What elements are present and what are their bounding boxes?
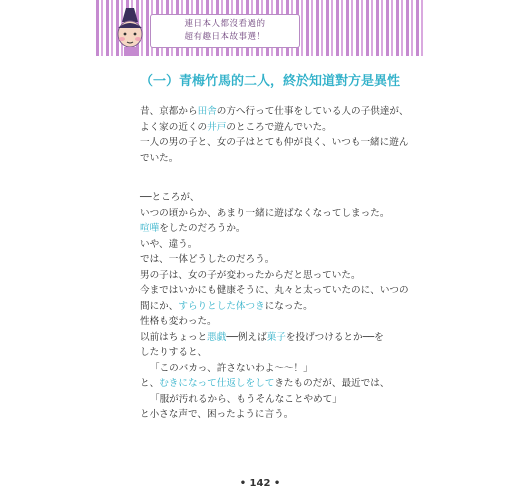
text-segment: いつの頃からか、あまり一緒に遊ばなくなってしまった。 [140, 207, 390, 219]
text-line [140, 330, 420, 346]
text-segment: 性格も変わった。 [140, 316, 217, 327]
text-line [140, 151, 420, 167]
paragraph-gap [140, 166, 420, 190]
text-line [140, 314, 420, 330]
highlighted-vocab: むきになって [159, 378, 217, 389]
highlighted-vocab: 喧嘩 [140, 223, 160, 234]
text-line [140, 345, 420, 361]
text-segment: になった。 [264, 300, 313, 312]
highlighted-vocab: 仕返しをして [216, 378, 275, 389]
text-line [140, 190, 420, 206]
highlighted-vocab: 井戸 [207, 121, 227, 133]
badge-line-2: 超有趣日本故事選！ [184, 32, 266, 42]
text-segment: 「服が汚れるから、もうそんなことやめて」 [150, 393, 342, 405]
text-line [140, 221, 420, 237]
text-segment: いや、違う。 [140, 238, 198, 250]
text-line [140, 283, 420, 299]
text-line [140, 135, 420, 151]
text-segment: 男の子は、女の子が変わったからだと思っていた。 [140, 269, 361, 281]
text-line [140, 206, 420, 222]
text-segment: のところで遊んでいた。 [226, 121, 332, 133]
text-segment: 間にか、 [140, 300, 179, 312]
text-line [140, 392, 420, 408]
text-line [140, 361, 420, 377]
text-line [140, 407, 420, 423]
mascot-illustration-icon [104, 6, 156, 58]
text-segment: 昔、京都から [140, 106, 198, 117]
story-body [140, 104, 420, 423]
text-line [140, 376, 420, 392]
text-segment: でいた。 [140, 152, 179, 164]
section-title: （一）青梅竹馬的二人，終於知道對方是異性 [140, 74, 401, 89]
text-segment: 今まではいかにも健康そうに、丸々と太っていたのに、いつの [140, 285, 409, 296]
highlighted-vocab: すらりとした体つき [178, 300, 265, 312]
text-segment: 「このバカっ、許さないわよ～～！」 [150, 362, 313, 374]
page-header [0, 0, 520, 60]
badge-line-1: 連日本人都沒看過的 [184, 19, 266, 29]
text-segment: をしたのだろうか。 [159, 223, 246, 234]
text-line [140, 252, 420, 268]
text-segment: の方へ行って仕事をしている人の子供達が、 [216, 106, 409, 117]
text-segment: 一人の男の子と、女の子はとても仲が良く、いつも一緒に遊ん [140, 137, 409, 148]
highlighted-vocab: 悪戯 [207, 331, 227, 343]
text-line [140, 237, 420, 253]
text-segment: では、一体どうしたのだろう。 [140, 254, 275, 265]
text-segment: 以前はちょっと [140, 331, 208, 343]
text-line [140, 120, 420, 136]
text-segment: ──ところが、 [140, 192, 200, 203]
text-segment: と、 [140, 378, 160, 389]
text-segment: と小さな声で、困ったように言う。 [140, 409, 294, 420]
highlighted-vocab: 田舎 [197, 106, 217, 117]
highlighted-vocab: 菓子 [266, 331, 286, 343]
text-segment: きたものだが、最近では、 [274, 378, 390, 389]
text-line [140, 268, 420, 284]
page-number: • 142 • [239, 478, 281, 489]
text-line [140, 104, 420, 120]
text-segment: を投げつけるとか──を [285, 331, 384, 343]
text-segment: ──例えば [226, 331, 267, 343]
text-segment: したりすると、 [140, 347, 208, 358]
text-segment: よく家の近くの [140, 121, 208, 133]
text-line [140, 299, 420, 315]
series-badge [150, 14, 300, 48]
